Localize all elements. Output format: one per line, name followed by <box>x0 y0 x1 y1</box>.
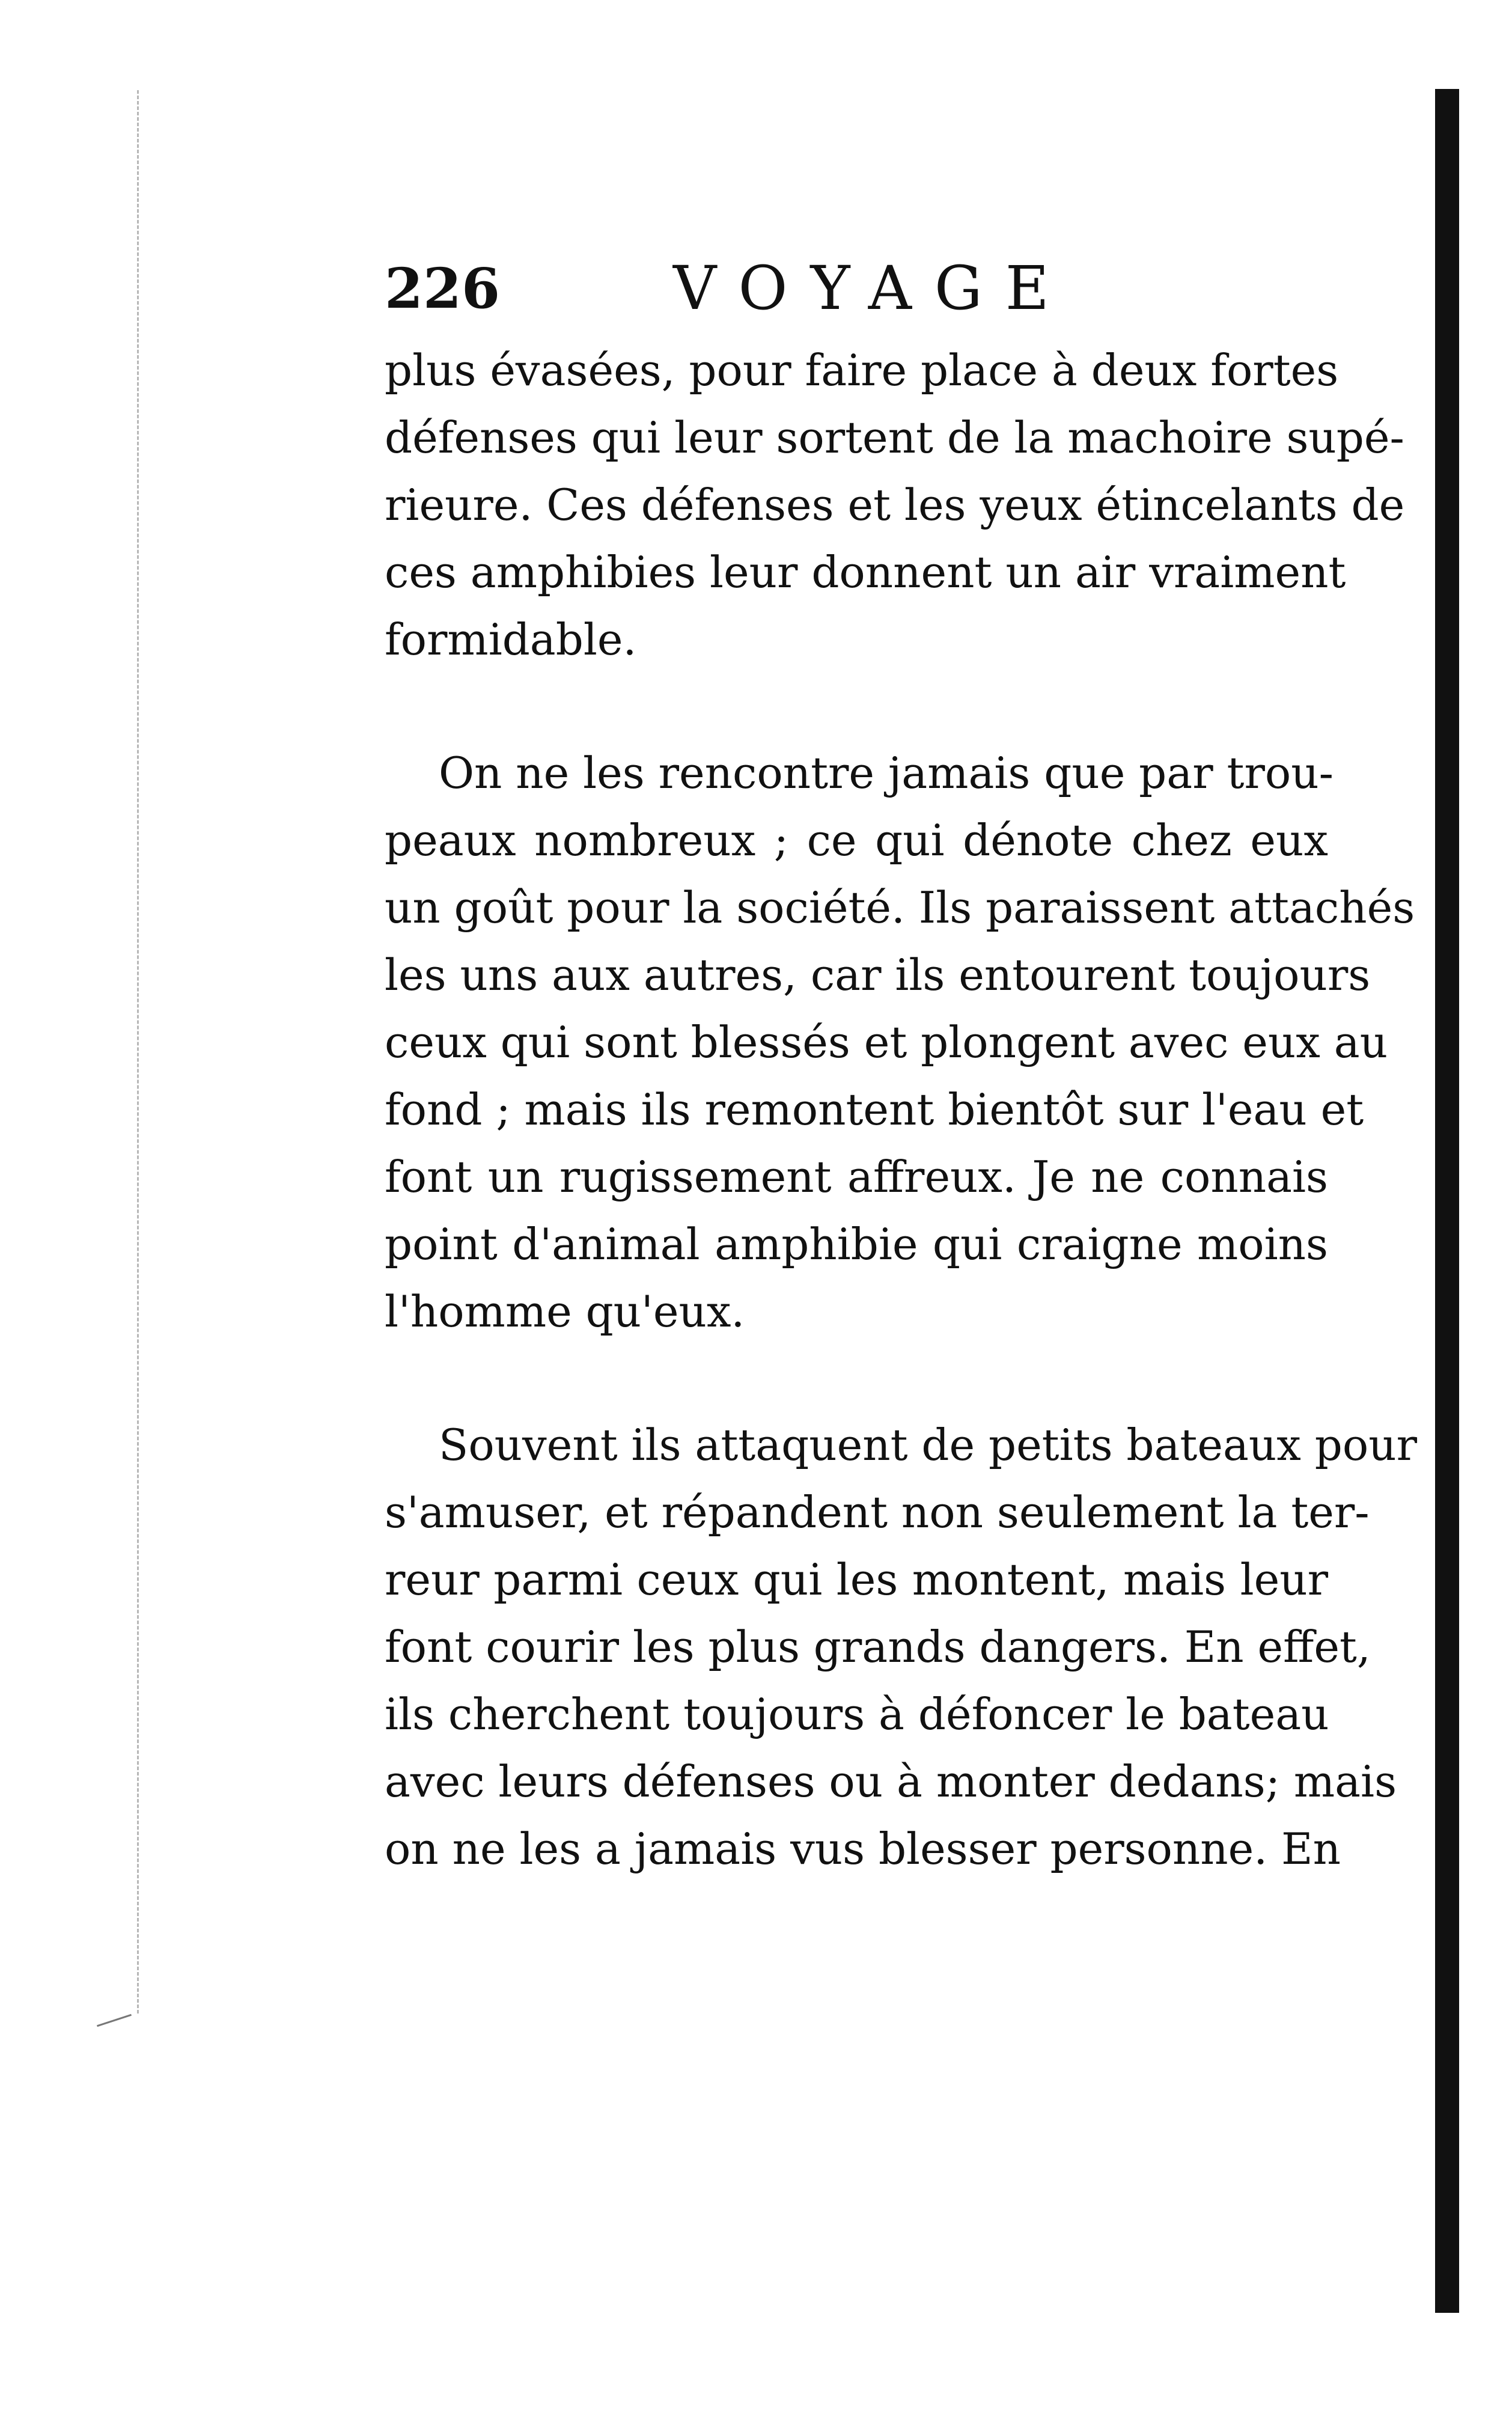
text-line: ceux qui sont blessés et plongent avec eux au <box>385 1017 1388 1067</box>
text-line: font courir les plus grands dangers. En effet, <box>385 1622 1371 1672</box>
text-line: un goût pour la société. Ils paraissent attachés <box>385 882 1415 933</box>
text-line: les uns aux autres, car ils entourent toujours <box>385 950 1371 1000</box>
page-number: 226 <box>385 256 501 321</box>
text-line: défenses qui leur sortent de la machoire supé- <box>385 412 1404 463</box>
text-line: plus évasées, pour faire place à deux fortes <box>385 345 1339 395</box>
paragraph-2 <box>385 739 1415 1345</box>
text-line: On ne les rencontre jamais que par trou- <box>439 748 1334 798</box>
text-line: font un rugissement affreux. Je ne connais <box>385 1152 1328 1202</box>
paragraph-spacer <box>385 673 1328 739</box>
binding-edge <box>1435 89 1459 2313</box>
text-line: avec leurs défenses ou à monter dedans; mais <box>385 1756 1397 1807</box>
text-line: fond ; mais ils remontent bientôt sur l'eau et <box>385 1084 1364 1135</box>
text-line: ces amphibies leur donnent un air vraiment <box>385 547 1346 597</box>
paragraph-1 <box>385 337 1405 673</box>
running-title: VOYAGE <box>673 253 1072 323</box>
text-line: ils cherchent toujours à défoncer le bateau <box>385 1689 1329 1739</box>
text-line: Souvent ils attaquent de petits bateaux pour <box>439 1420 1417 1470</box>
page-header <box>385 252 1106 325</box>
text-line: point d'animal amphibie qui craigne moins <box>385 1219 1328 1269</box>
text-line: formidable. <box>385 614 637 665</box>
body-text <box>385 337 1417 1882</box>
text-line: l'homme qu'eux. <box>385 1286 745 1337</box>
margin-guide-line <box>137 90 139 2014</box>
paragraph-spacer <box>385 1345 1328 1411</box>
margin-mark <box>97 2014 132 2027</box>
text-line: reur parmi ceux qui les montent, mais leur <box>385 1554 1328 1605</box>
text-line: peaux nombreux ; ce qui dénote chez eux <box>385 815 1328 866</box>
text-line: on ne les a jamais vus blesser personne. En <box>385 1824 1341 1874</box>
text-line: s'amuser, et répandent non seulement la ter- <box>385 1487 1370 1537</box>
text-line: rieure. Ces défenses et les yeux étincelants de <box>385 480 1405 530</box>
paragraph-3 <box>385 1411 1417 1882</box>
